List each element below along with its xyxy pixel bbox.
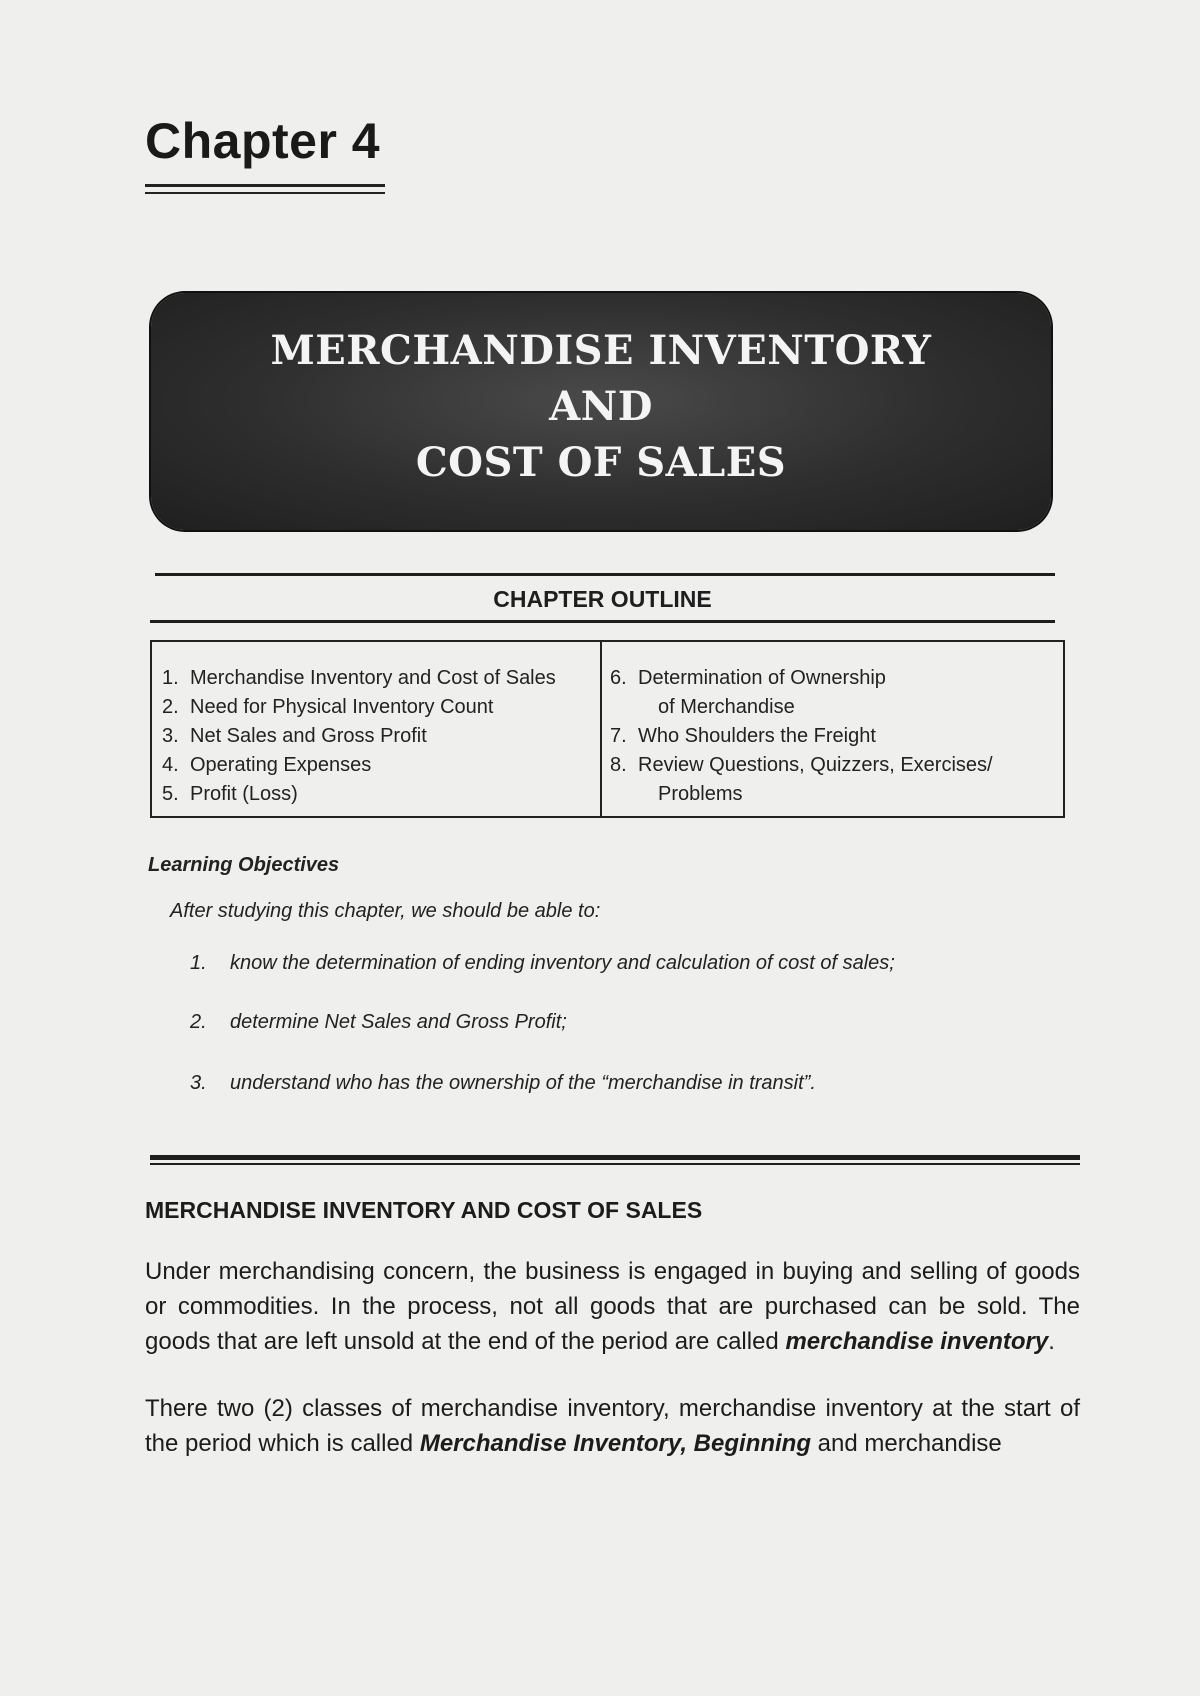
section-rule-thick [150,1155,1080,1160]
learning-objective-item: 3. understand who has the ownership of the “merchandise in transit”. [190,1072,816,1094]
outline-item: 3. Net Sales and Gross Profit [162,725,427,747]
outline-item: 4. Operating Expenses [162,754,372,776]
section-heading: MERCHANDISE INVENTORY AND COST OF SALES [145,1197,703,1223]
outline-title: CHAPTER OUTLINE [493,586,712,612]
outline-rule-top [155,573,1055,576]
term-inventory-beginning: Merchandise Inventory, Beginning [419,1430,811,1457]
outline-item: 6. Determination of Ownership [610,667,886,689]
outline-item-continuation: Problems [658,783,743,805]
chapter-outline-box [150,640,1065,818]
banner-line-2: AND [549,383,653,430]
chapter-label: Chapter 4 [145,113,381,169]
outline-item: 5. Profit (Loss) [162,783,298,805]
outline-item-continuation: of Merchandise [658,696,795,718]
chapter-title-banner [151,293,1051,530]
outline-column-divider [600,642,602,816]
outline-item: 8. Review Questions, Quizzers, Exercises/ [610,754,993,776]
body-paragraph-1: Under merchandising concern, the business is engaged in buying and selling of goods or commodities. In the process, not all goods that are purchased can be sold. The goods that are left unsold at the end of the period are called merchandise inventory. [145,1258,1080,1355]
banner-line-1: MERCHANDISE INVENTORY [270,327,932,374]
learning-objective-item: 2. determine Net Sales and Gross Profit; [190,1011,567,1033]
chapter-underline-bottom [145,192,385,194]
chapter-underline-top [145,184,385,187]
learning-objectives-heading: Learning Objectives [148,854,340,876]
term-merchandise-inventory: merchandise inventory [785,1328,1049,1355]
outline-item: 7. Who Shoulders the Freight [610,725,876,747]
body-paragraph-2: There two (2) classes of merchandise inventory, merchandise inventory at the start of the period which is called Merchandise Inventory, Beginning and merchandise [145,1395,1080,1457]
outline-left-column [162,664,556,809]
learning-objectives-intro: After studying this chapter, we should be able to: [170,900,601,922]
outline-item: 2. Need for Physical Inventory Count [162,696,494,718]
learning-objective-item: 1. know the determination of ending inventory and calculation of cost of sales; [190,952,895,974]
outline-item: 1. Merchandise Inventory and Cost of Sales [162,667,556,689]
banner-line-3: COST OF SALES [415,439,787,486]
section-rule-thin [150,1163,1080,1165]
outline-rule-bottom [150,620,1055,623]
outline-right-column [610,664,993,809]
